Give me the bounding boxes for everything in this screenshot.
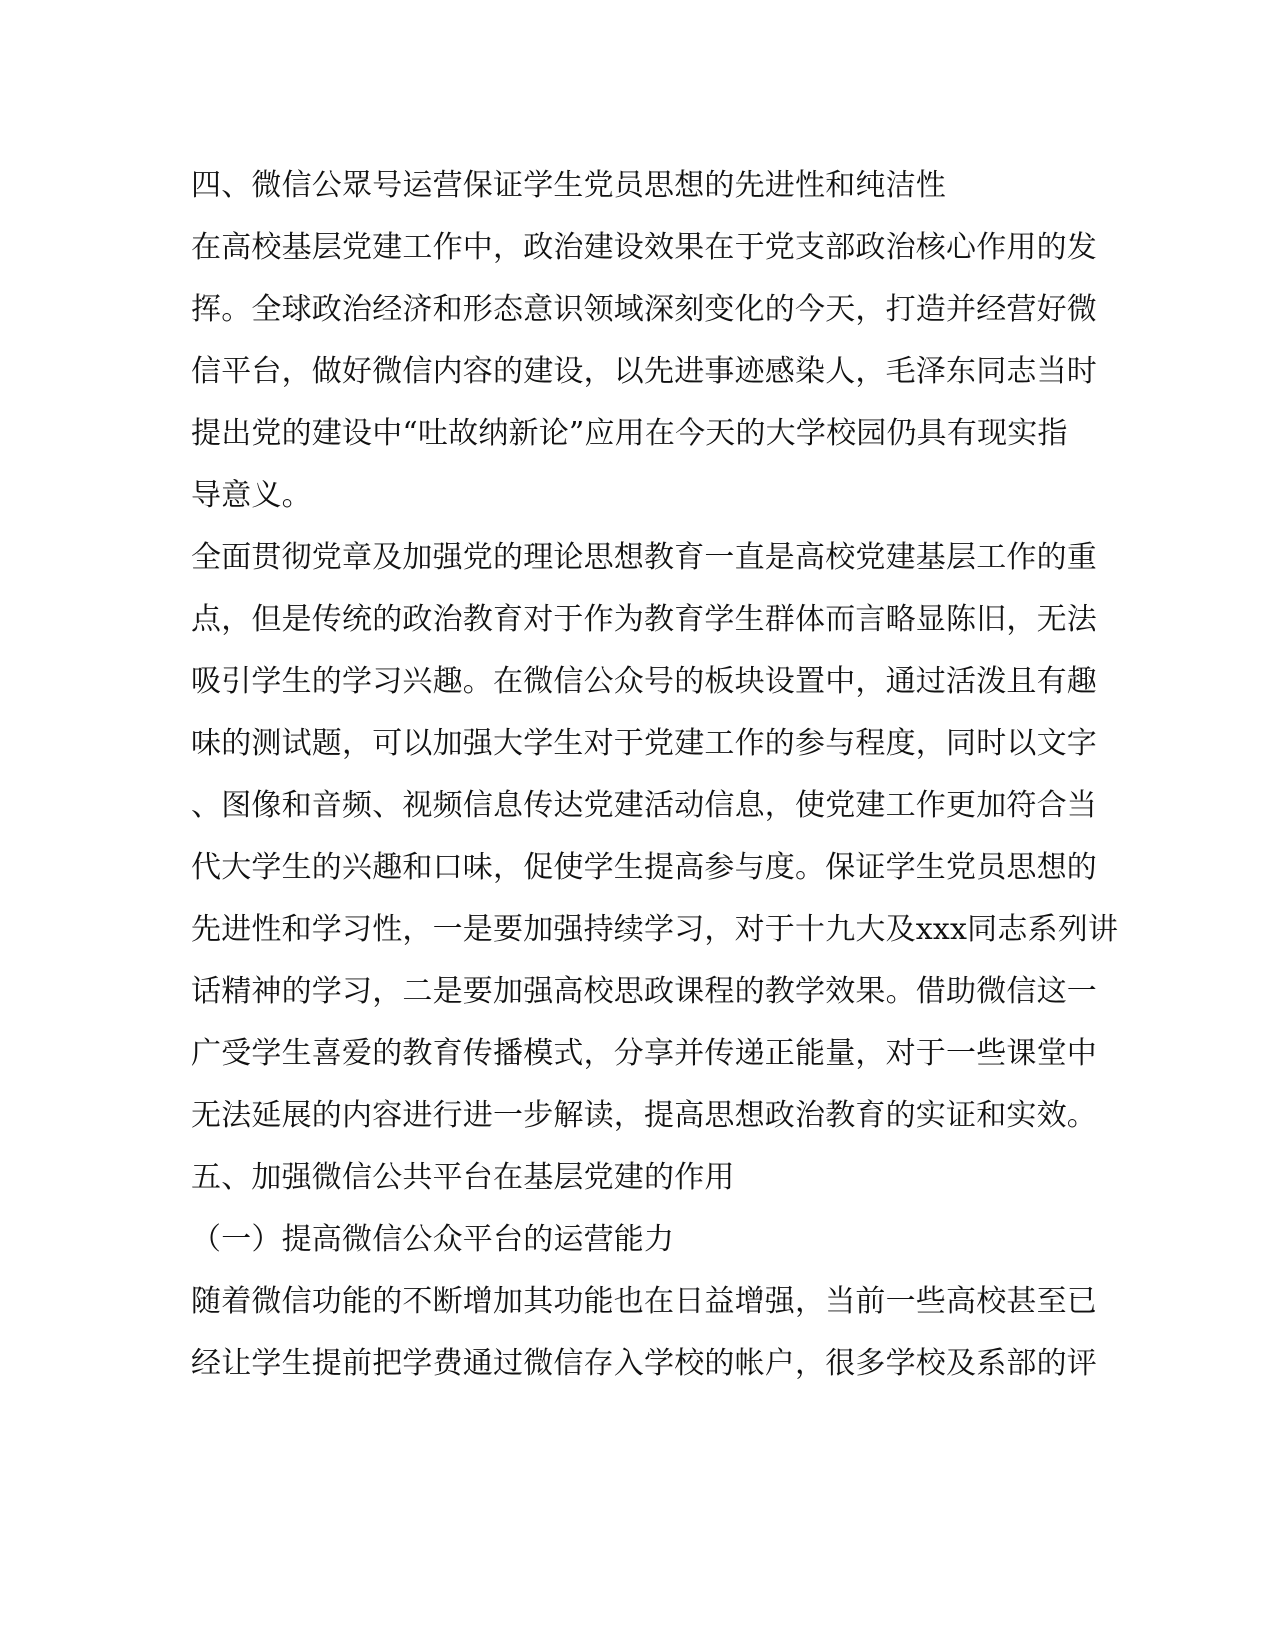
paragraph-line: 点，但是传统的政治教育对于作为教育学生群体而言略显陈旧，无法: [191, 602, 1097, 637]
paragraph-line: 先进性和学习性，一是要加强持续学习，对于十九大及xxx同志系列讲: [191, 912, 1119, 947]
paragraph-line: 经让学生提前把学费通过微信存入学校的帐户，很多学校及系部的评: [191, 1346, 1097, 1381]
paragraph-line: 广受学生喜爱的教育传播模式，分享并传递正能量，对于一些课堂中: [191, 1036, 1097, 1071]
paragraph-line: 吸引学生的学习兴趣。在微信公众号的板块设置中，通过活泼且有趣: [191, 664, 1097, 699]
paragraph-line: 导意义。: [191, 478, 312, 513]
paragraph-line: 无法延展的内容进行进一步解读，提高思想政治教育的实证和实效。: [191, 1098, 1097, 1133]
paragraph-line: 、图像和音频、视频信息传达党建活动信息，使党建工作更加符合当: [191, 788, 1097, 823]
paragraph-line: 挥。全球政治经济和形态意识领域深刻变化的今天，打造并经营好微: [191, 292, 1097, 327]
paragraph-line: 味的测试题，可以加强大学生对于党建工作的参与程度，同时以文字: [191, 726, 1097, 761]
paragraph-line: 代大学生的兴趣和口味，促使学生提高参与度。保证学生党员思想的: [191, 850, 1097, 885]
paragraph-line: 信平台，做好微信内容的建设，以先进事迹感染人，毛泽东同志当时: [191, 354, 1097, 389]
paragraph-line: 全面贯彻党章及加强党的理论思想教育一直是高校党建基层工作的重: [191, 540, 1097, 575]
section-heading-5: 五、加强微信公共平台在基层党建的作用: [191, 1160, 735, 1195]
paragraph-line: 提出党的建设中“吐故纳新论”应用在今天的大学校园仍具有现实指: [191, 416, 1068, 451]
paragraph-line: 随着微信功能的不断增加其功能也在日益增强，当前一些高校甚至已: [191, 1284, 1097, 1319]
section-heading-4: 四、微信公眾号运营保证学生党员思想的先进性和纯洁性: [191, 168, 946, 203]
paragraph-line: 话精神的学习，二是要加强高校思政课程的教学效果。借助微信这一: [191, 974, 1097, 1009]
subsection-heading-1: （一）提高微信公众平台的运营能力: [191, 1222, 675, 1257]
paragraph-line: 在高校基层党建工作中，政治建设效果在于党支部政治核心作用的发: [191, 230, 1097, 265]
